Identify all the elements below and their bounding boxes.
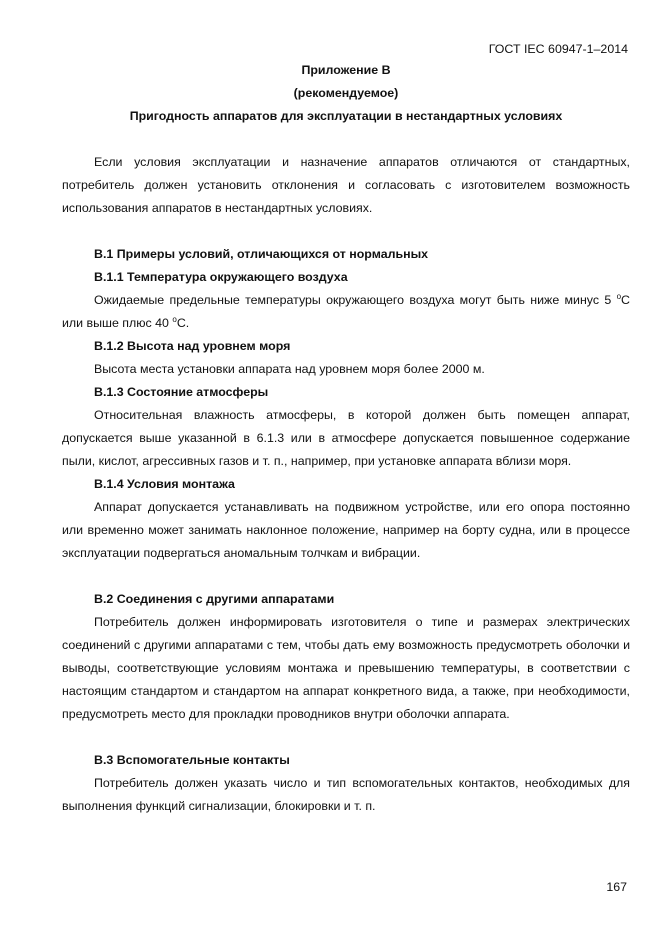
page-content [62,59,630,818]
degree-sign: o [172,314,177,324]
section-b3-text: Потребитель должен указать число и тип вспомогательных контактов, необходимых для выполнения функций сигнализации, блокировки и т. п. [62,776,630,813]
annex-title: Приложение В [301,63,391,77]
section-b12-heading: В.1.2 Высота над уровнем моря [94,339,291,353]
section-b2-text: Потребитель должен информировать изготовителя о типе и размерах электрических соединений с другими аппаратами с тем, чтобы дать ему возможность предусмотреть оболочки и выводы, соответствующие условиям монтажа и превышению температуры, в соответствии с настоящим стандартом и стандартом на аппарат конкретного вида, а также, при необходимости, предусмотреть место для прокладки проводников внутри оболочки аппарата. [62,615,630,721]
degree-sign: o [616,291,622,301]
document-header: ГОСТ IEC 60947-1–2014 [488,42,628,56]
section-b14-heading: В.1.4 Условия монтажа [94,477,235,491]
section-b1-heading: В.1 Примеры условий, отличающихся от нормальных [94,247,429,261]
section-b14-text: Аппарат допускается устанавливать на подвижном устройстве, или его опора постоянно или временно может занимать наклонное положение, например на борту судна, или в процессе эксплуатации подвергаться аномальным толчкам и вибрации. [62,500,630,560]
page-number: 167 [606,880,627,894]
section-b3-heading: В.3 Вспомогательные контакты [94,753,290,767]
intro-paragraph: Если условия эксплуатации и назначение аппаратов отличаются от стандартных, потребитель должен установить отклонения и согласовать с изготовителем возможность использования аппаратов в нестандартных условиях. [62,155,630,215]
section-b2-heading: В.2 Соединения с другими аппаратами [94,592,335,606]
section-b11-text: Ожидаемые предельные температуры окружающего воздуха могут быть ниже минус 5 $^o$С или выше плюс 40 $^o$С. [62,291,630,330]
section-b13-text: Относительная влажность атмосферы, в которой должен быть помещен аппарат, допускается выше указанной в 6.1.3 или в атмосфере допускается повышенное содержание пыли, кислот, агрессивных газов и т. п., например, при установке аппарата вблизи моря. [62,408,630,468]
annex-status: (рекомендуемое) [293,86,399,100]
section-b11-heading: В.1.1 Температура окружающего воздуха [94,270,348,284]
section-b12-text: Высота места установки аппарата над уровнем моря более 2000 м. [94,362,485,376]
section-b13-heading: В.1.3 Состояние атмосферы [94,385,269,399]
annex-subject: Пригодность аппаратов для эксплуатации в нестандартных условиях [129,109,563,123]
